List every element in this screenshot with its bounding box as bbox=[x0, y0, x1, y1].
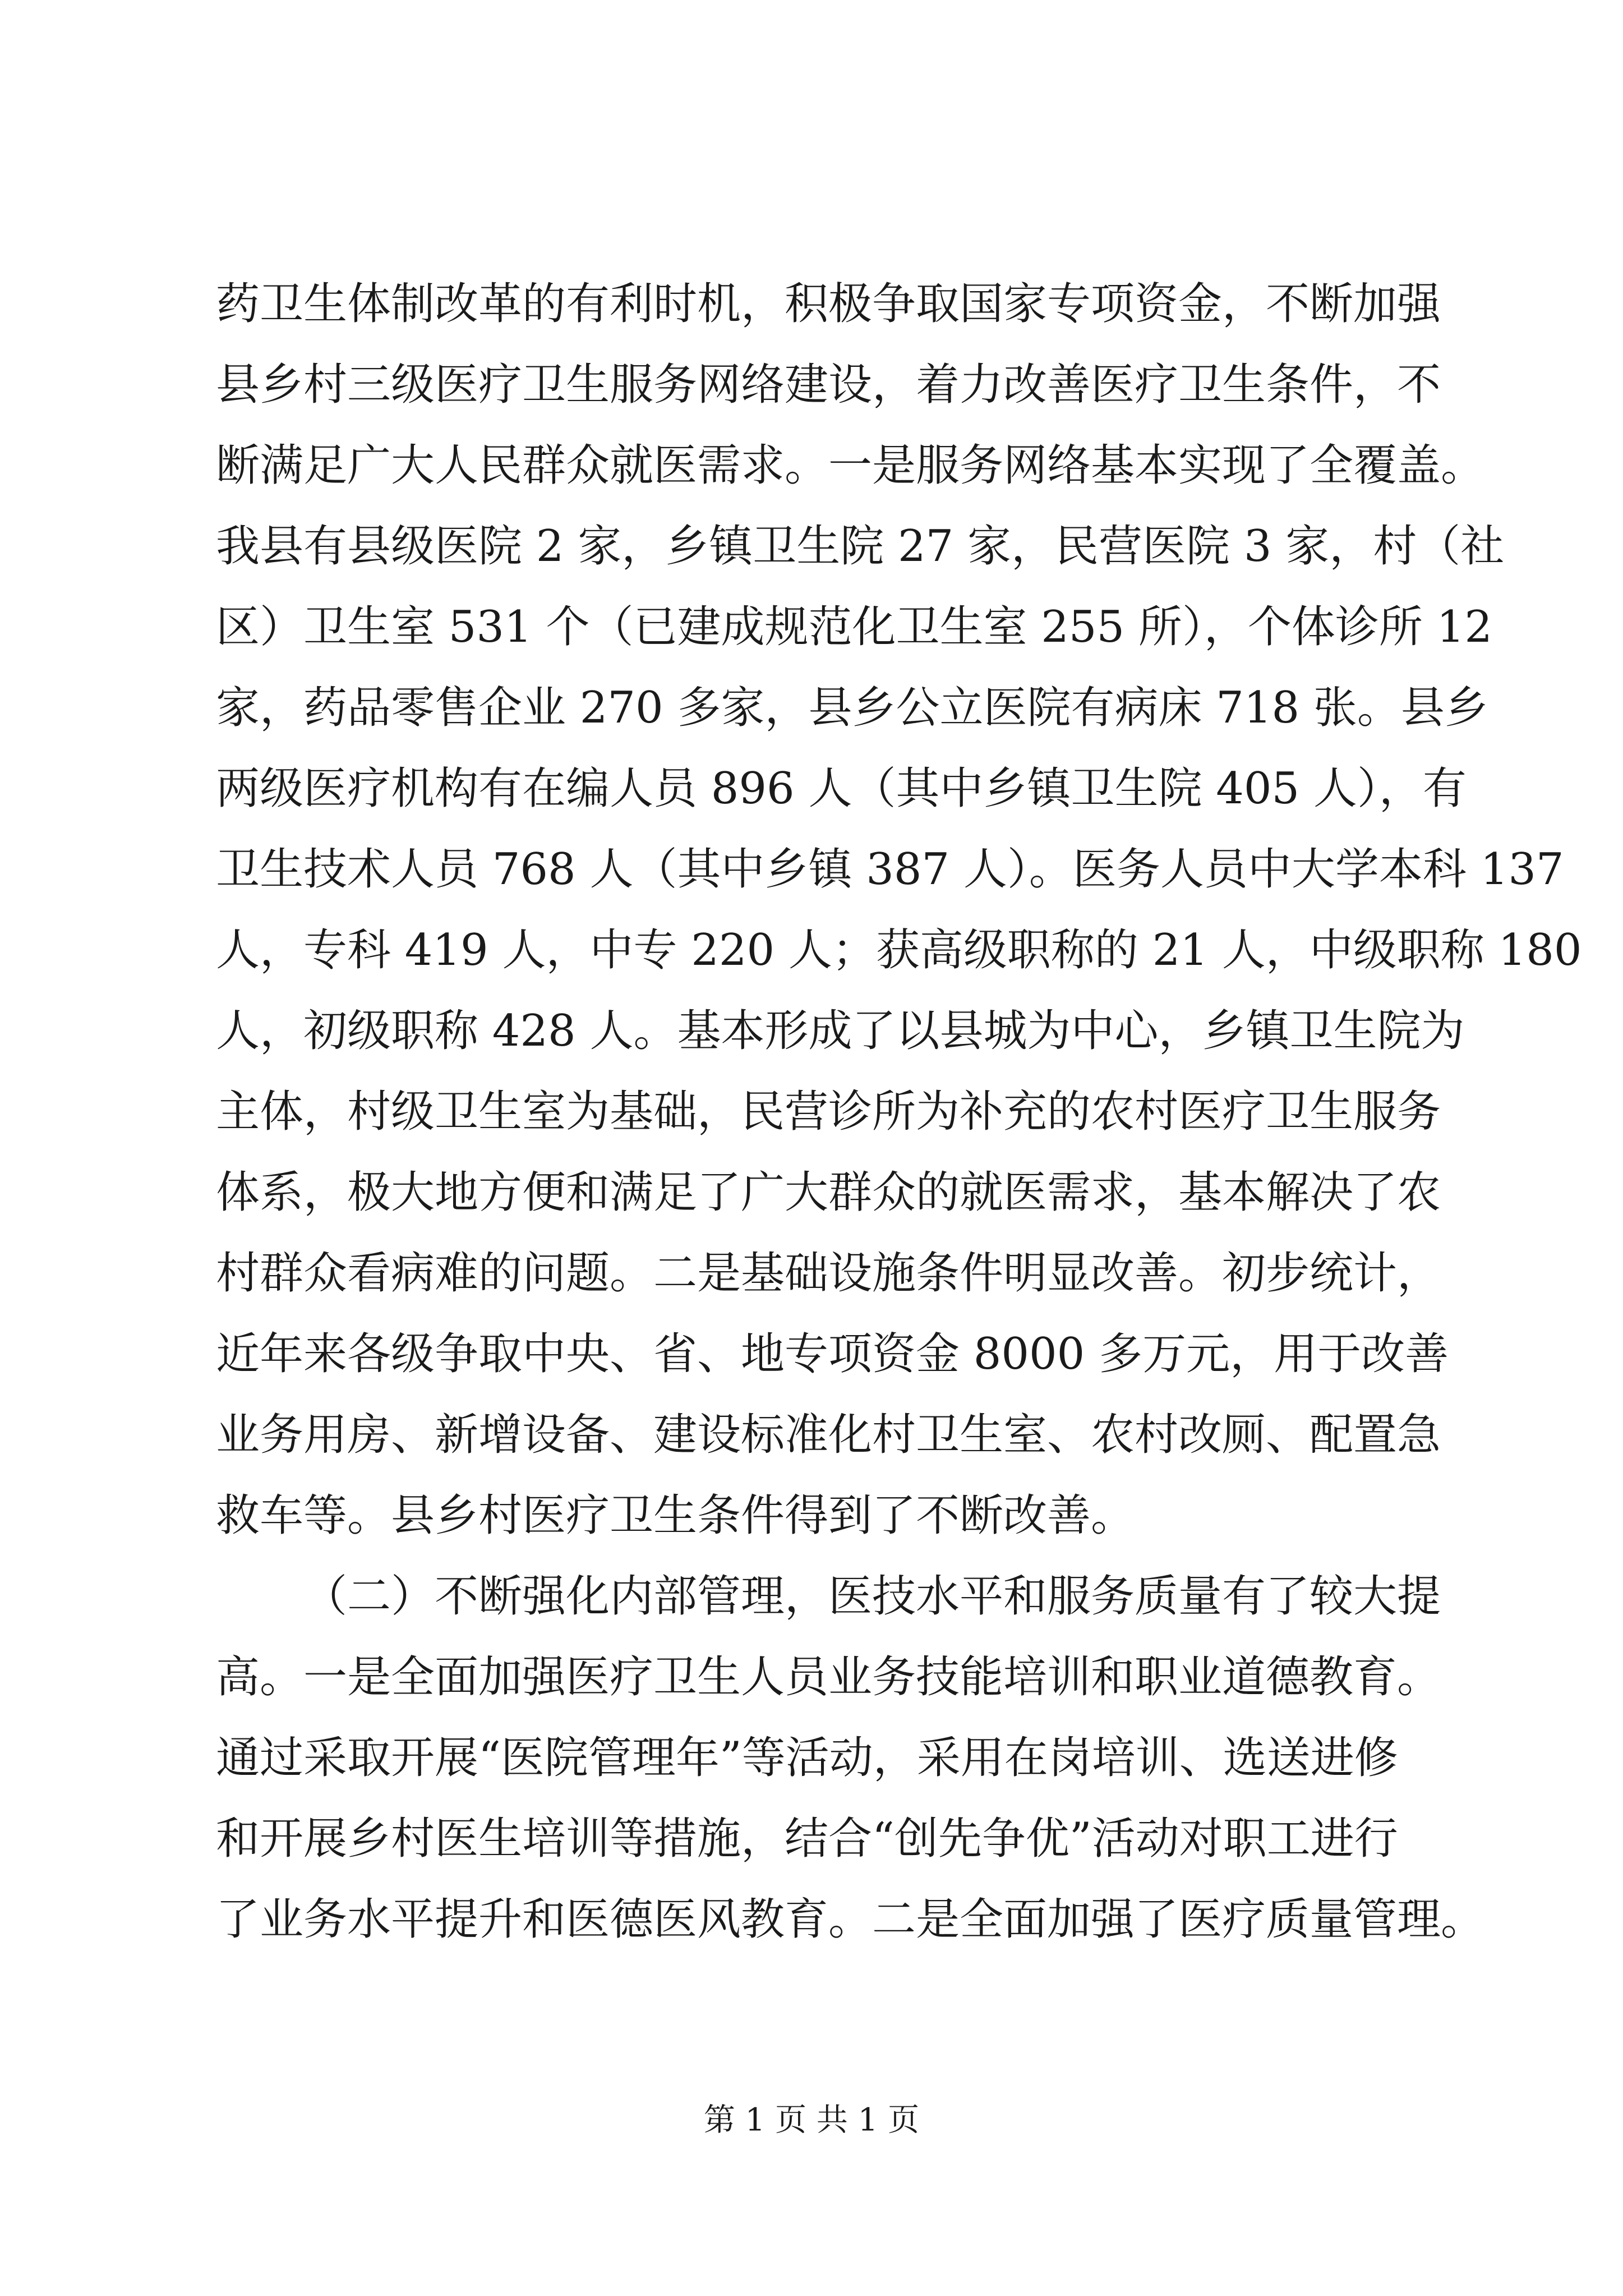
text-line: 人，初级职称 428 人。基本形成了以县城为中心，乡镇卫生院为 bbox=[216, 1006, 1465, 1056]
text-line: 村群众看病难的问题。二是基础设施条件明显改善。初步统计， bbox=[216, 1248, 1441, 1299]
text-line: 业务用房、新增设备、建设标准化村卫生室、农村改厕、配置急 bbox=[216, 1410, 1441, 1460]
text-line: 近年来各级争取中央、省、地专项资金 8000 多万元，用于改善 bbox=[216, 1329, 1449, 1379]
page-number: 第 1 页 共 1 页 bbox=[703, 2102, 920, 2138]
page-footer bbox=[0, 2098, 1623, 2143]
text-line: 两级医疗机构有在编人员 896 人（其中乡镇卫生院 405 人），有 bbox=[216, 763, 1467, 814]
body-text bbox=[216, 264, 1582, 1960]
text-line: 体系，极大地方便和满足了广大群众的就医需求，基本解决了农 bbox=[216, 1167, 1441, 1218]
paragraph-heading-line: （二）不断强化内部管理，医技水平和服务质量有了较大提 bbox=[303, 1571, 1441, 1622]
text-line: 人，专科 419 人，中专 220 人；获高级职称的 21 人，中级职称 180 bbox=[216, 925, 1582, 976]
text-line: 药卫生体制改革的有利时机，积极争取国家专项资金，不断加强 bbox=[216, 279, 1441, 329]
text-line: 卫生技术人员 768 人（其中乡镇 387 人）。医务人员中大学本科 137 bbox=[216, 844, 1564, 895]
text-line: 救车等。县乡村医疗卫生条件得到了不断改善。 bbox=[216, 1490, 1135, 1541]
text-line: 主体，村级卫生室为基础，民营诊所为补充的农村医疗卫生服务 bbox=[216, 1087, 1441, 1137]
text-line: 高。一是全面加强医疗卫生人员业务技能培训和职业道德教育。 bbox=[216, 1652, 1441, 1703]
text-line: 区）卫生室 531 个（已建成规范化卫生室 255 所），个体诊所 12 bbox=[216, 602, 1492, 652]
text-line: 通过采取开展“医院管理年”等活动，采用在岗培训、选送进修 bbox=[216, 1733, 1398, 1783]
text-line: 了业务水平提升和医德医风教育。二是全面加强了医疗质量管理。 bbox=[216, 1894, 1485, 1945]
text-line: 我县有县级医院 2 家，乡镇卫生院 27 家，民营医院 3 家，村（社 bbox=[216, 521, 1505, 572]
text-line: 断满足广大人民群众就医需求。一是服务网络基本实现了全覆盖。 bbox=[216, 440, 1485, 491]
text-line: 家，药品零售企业 270 多家，县乡公立医院有病床 718 张。县乡 bbox=[216, 683, 1488, 733]
text-line: 县乡村三级医疗卫生服务网络建设，着力改善医疗卫生条件，不 bbox=[216, 360, 1441, 410]
text-line: 和开展乡村医生培训等措施，结合“创先争优”活动对职工进行 bbox=[216, 1814, 1398, 1864]
